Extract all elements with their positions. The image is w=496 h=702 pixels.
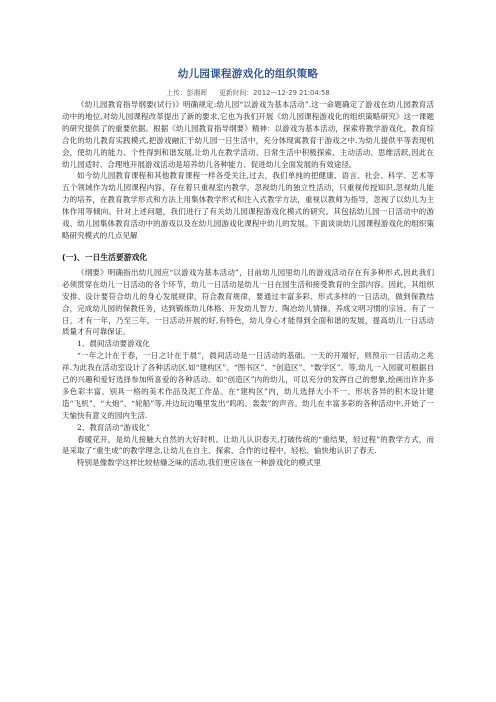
subsection-paragraph-1: “一年之计在于春，一日之计在于晨”，晨间活动是一日活动的基础。一天的开端好，则预示一日活动之兆祥.为此我在活动室设计了各种活动区,如“建构区”、“图书区”、“创造区”、“数学区”、等,幼儿一入园就可根据自己的兴趣和爱好选择参加所喜爱的各种活动。如“创造区”内的幼儿，可以充分的发挥自己的想象,绘画出许许多多色彩丰富、别具一格的美术作品及泥工作品。在“建构区”内，幼儿选择大小不一、形状各异的积木设计建造“飞机”、“大炮”、“轮船”等,并边玩边嘴里发出“呜呜、轰轰”的声音。幼儿在丰富多彩的各种活动中,开始了一天愉快有意义的园内生活. bbox=[62, 351, 434, 420]
uploader-name: 彭湘晖 bbox=[186, 89, 208, 97]
subsection-paragraph-2b: 特别是像数学这样比较枯燥乏味的活动,我们更应该在一种游戏化的模式里 bbox=[77, 458, 322, 468]
updated-time: 2012—12-29 21:04:58 bbox=[253, 89, 330, 97]
intro-paragraph-2: 如今幼儿园教育课程和其他教育课程一样各受关注,过去，我们单纯的把健康、语言、社会、科学、艺术等五个领域作为幼儿园课程内容，存在着只重视室内教学，忽视幼儿的独立性活动，只重视传授知识,忽视幼儿能力的培养，在教育教学形式和方法上用集体教学形式和注入式教学方法，重视以教师为指导，忽视了以幼儿为主体作用等倾向。针对上述问题，我们进行了有关幼儿园课程游戏化模式的研究。其包括幼儿园一日活动中的游戏、幼儿园集体教育活动中的游戏以及在幼儿园游戏化课程中幼儿的发展。下面谈谈幼儿园课程游戏化的组织策略研究模式的几点见解 bbox=[62, 171, 434, 240]
subsection-paragraph-2a: 春暖花开，是幼儿接触大自然的大好时机。让幼儿认识春天,打破传统的“重结果，轻过程”的教学方式，而是采取了“重生成”的教学理念,让幼儿在自主、探索、合作的过程中，轻松、愉快地认识了春天. bbox=[62, 434, 434, 456]
intro-paragraph-1: 《幼儿园教育指导纲要(试行)》明确规定:幼儿园“以游戏为基本活动”.这一命题确定了游戏在幼儿园教育活动中的地位,对幼儿园课程改革提出了新的要求,它也为我们开展《幼儿园课程游戏化的组织策略研究》这一课题的研究提供了的重要依据。根据《幼儿园教育指导纲要》精神：以游戏为基本活动，探索将教学游戏化，教育综合化的幼儿教育实践模式,把游戏融汇于幼儿园一日生活中，充分体现寓教育于游戏之中.为幼儿提供平等表现机会，使幼儿的能力、个性得到和谐发展,让幼儿在教学活动、日常生活中积极探索、主动活动、思维活跃,因此在幼儿园适时、合理地开展游戏活动是培养幼儿各种能力、促进幼儿全面发展的有效途径。 bbox=[62, 100, 434, 169]
subsection-heading-2: 2、教育活动“游戏化” bbox=[77, 422, 150, 432]
updated-label: 更新时间： bbox=[219, 89, 254, 97]
uploader-label: 上传： bbox=[166, 89, 187, 97]
article-meta bbox=[62, 87, 434, 97]
section-heading: (一)、一日生活要游戏化 bbox=[62, 252, 148, 262]
subsection-heading-1: 1、晨间活动要游戏化 bbox=[77, 339, 150, 349]
article-title: 幼儿园课程游戏化的组织策略 bbox=[177, 68, 319, 80]
section-paragraph: 《纲要》明确指出幼儿园应“以游戏为基本活动”，目前幼儿园里幼儿的游戏活动存在有多种形式,因此我们必须贯穿在幼儿一日活动的各个环节，幼儿一日活动是幼儿一日在园生活和接受教育的全部内容。因此，其组织安排、设计要符合幼儿的身心发展规律，符合教育规律，要通过丰富多彩、形式多样的一日活动，做到保教结合，完成幼儿园的保教任务，达到锻炼幼儿体格、开发幼儿智力、陶冶幼儿情操、养成文明习惯的宗旨。有了一日，才有一年，乃至三年，一日活动开展的好,有特色，幼儿身心才能得到全面和谐的发展，提高幼儿一日活动质量才有可靠保证。 bbox=[62, 267, 434, 337]
